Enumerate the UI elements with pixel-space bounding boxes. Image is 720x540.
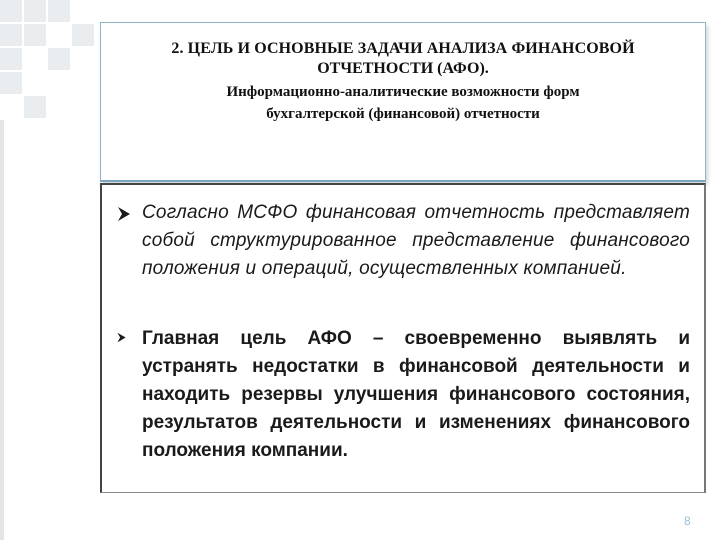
bullet-text-1: Согласно МСФО финансовая отчетность представляет собой структурированное представление финансового положения и операций, осуществленных компанией. bbox=[142, 202, 690, 279]
bullet-item-2 bbox=[118, 325, 690, 465]
slide-title-line-1: 2. ЦЕЛЬ И ОСНОВНЫЕ ЗАДАЧИ АНАЛИЗА ФИНАНСОВОЙ bbox=[171, 40, 635, 57]
slide-subtitle-line-2: бухгалтерской (финансовой) отчетности bbox=[266, 106, 540, 122]
bullet-text-2: Главная цель АФО – своевременно выявлять и устранять недостатки в финансовой деятельности и находить резервы улучшения финансового состояния, результатов деятельности и изменениях финансового положения компании. bbox=[142, 328, 690, 461]
page-number: 8 bbox=[684, 514, 691, 528]
arrow-bullet-icon bbox=[116, 206, 132, 222]
title-frame bbox=[100, 22, 706, 182]
arrow-bullet-icon bbox=[116, 332, 127, 343]
slide-title-line-2: ОТЧЕТНОСТИ (АФО). bbox=[317, 60, 489, 77]
slide-subtitle-line-1: Информационно-аналитические возможности форм bbox=[226, 84, 580, 100]
content-frame bbox=[100, 183, 706, 493]
slide-subtitle bbox=[101, 81, 705, 125]
corner-grid-decoration bbox=[0, 0, 110, 120]
bullet-item-1 bbox=[118, 199, 690, 283]
